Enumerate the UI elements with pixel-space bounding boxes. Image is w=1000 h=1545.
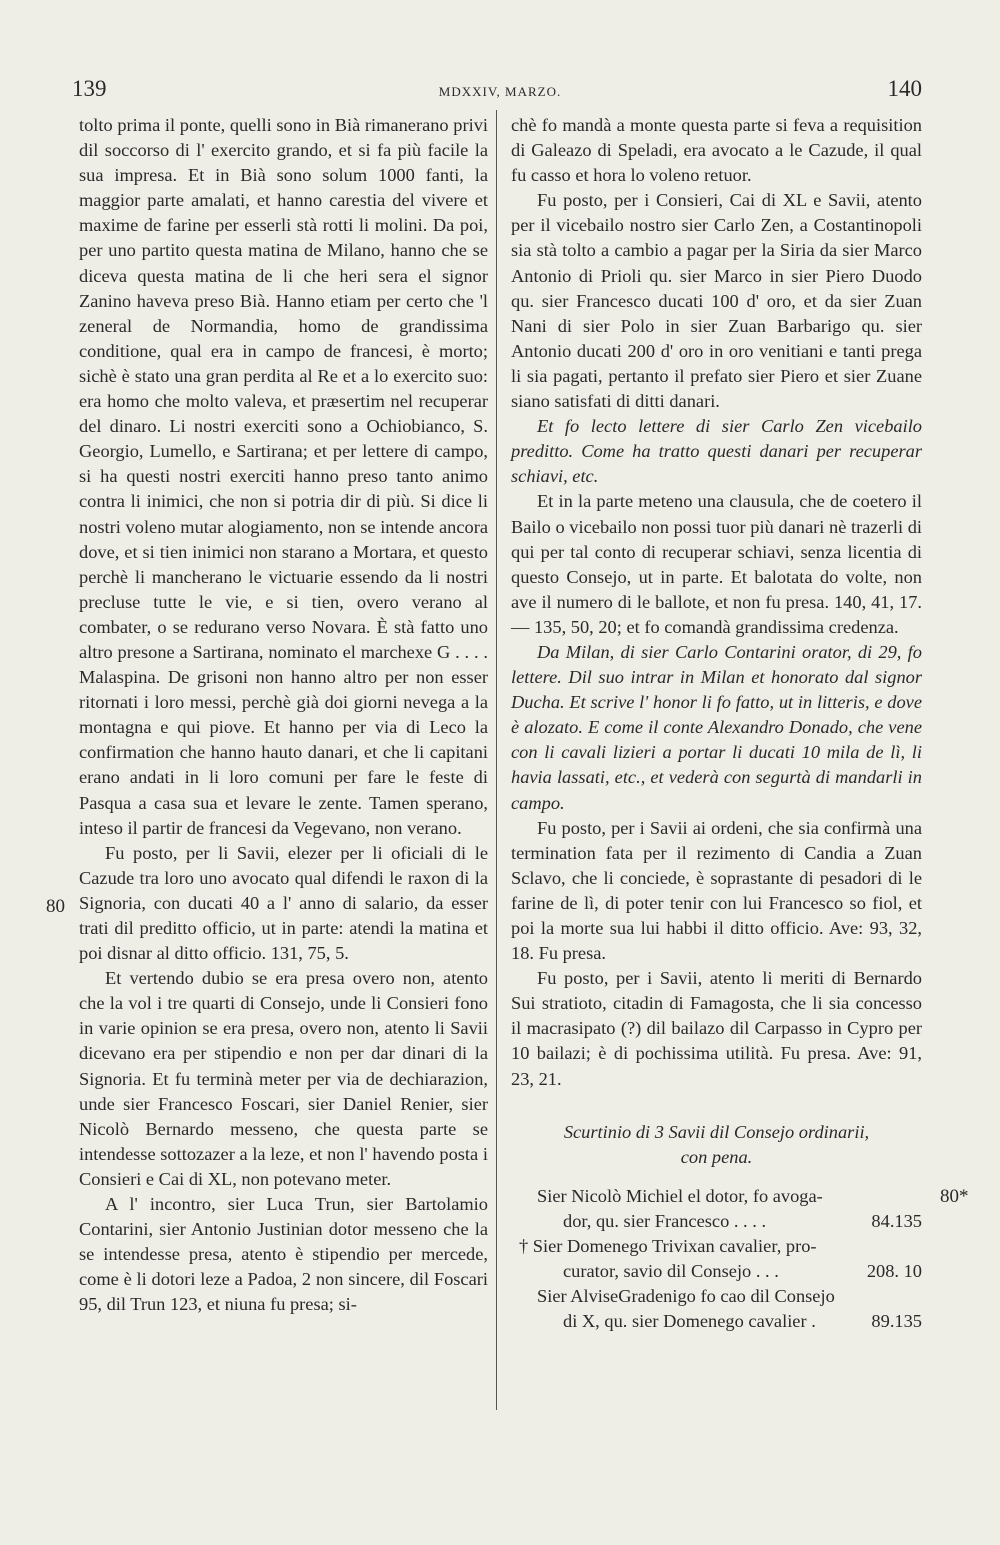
paragraph: Fu posto, per i Consieri, Cai di XL e Savii, atento per il vicebailo nostro sier Carlo Zen, a Costantinopoli sia stà tolto a cambio a pagar per la Siria da sier Marco Antonio di Prioli qu. sier Marco in sier Piero Duodo qu. sier Francesco ducati 100 d' oro, et da sier Zuan Nani di sier Polo in sier Zuan Barbarigo qu. sier Antonio ducati 200 d' oro in oro venitiani e tanti prega li sia pagati, pertanto il prefato sier Piero et sier Zuane siano satisfati di ditti danari. [511,190,922,412]
left-column [79,113,488,1318]
candidate-detail: di X, qu. sier Domenego cavalier . [563,1311,816,1332]
margin-number-left: 80 [46,896,65,917]
candidate-list [511,1184,922,1335]
candidate-votes: 84.135 [871,1210,922,1231]
letter-heading-paragraph: Et fo lecto lettere di sier Carlo Zen vicebailo preditto. Come ha tratto questi danari per recuperar schiavi, etc. [511,416,922,487]
candidate-name: Sier Nicolò Michiel el dotor, fo avoga- [537,1185,823,1206]
candidate-name: † Sier Domenego Trivixan cavalier, pro- [519,1236,817,1257]
paragraph: Et vertendo dubio se era presa overo non, atento che la vol i tre quarti di Consejo, unde li Consieri fono in varie opinion se era presa, overo non, atento li Savii dicevano era per stipendio e non per dar dinari di la Signoria. Et fu terminà meter per via de dechiarazion, unde sier Francesco Foscari, sier Daniel Renier, sier Nicolò Bernardo messeno, che questa parte se intendesse sottozazer a la leze, et non l' havendo posta i Consieri e Cai di XL, non potevano meter. [79,968,488,1189]
scrutinio-title-line2: con pena. [680,1146,753,1167]
candidate-votes: 89.135 [871,1311,922,1332]
paragraph: tolto prima il ponte, quelli sono in Bià rimanerano privi dil soccorso di l' exercito grando, et si fa più facile la sua impresa. Et in Bià sono solum 1000 fanti, la maggior parte amalati, et hanno carestia del vivere et maxime de farine per esserli stà rotti li molini. Da poi, per uno partito questa matina de Milano, hanno che se diceva questa matina de li che heri sera el signor Zanino haveva preso Bià. Hanno etiam per certo che 'l zeneral de Normandia, homo de grandissima conditione, qual era in campo de francesi, è morto; sichè è stato una gran perdita al Re et a lo exercito suo: era homo che molto valeva, et præsertim nel recuperar del dinaro. Li nostri exerciti sono a Ochiobianco, S. Georgio, Lumello, e Sartirana; et per lettere di campo, si ha questi nostri exerciti hanno preso tanto animo contra li inimici, che non si potria dir di più. Si dice li nostri voleno mutar alogiamento, non se intende ancora dove, et si tien inimici non starano a Mortara, et questo perchè li mancherano le victuarie essendo da li nostri precluse tutte le vie, e si tien, overo verano al combater, o se redurano verso Novara. È stà fatto uno altro presone a Sartirana, nominato el marchexe G . . . . Malaspina. De grisoni non hanno altro per non esser ritornati i loro messi, perchè già doi giorni nevega a la montagna e qui piove. Et hanno per via di Leco la confirmation che hanno hauto danari, et che li capitani erano andati in li loro comuni per fare le feste di Pasqua a casa sua et levare le zente. Tamen sperano, inteso il partir de francesi da Vegevano, non verano. [79,115,488,838]
page-number-right: 140 [887,76,922,101]
column-divider [496,110,497,1410]
candidate-detail: curator, savio dil Consejo . . . [563,1261,779,1282]
candidate-detail: dor, qu. sier Francesco . . . . [563,1210,767,1231]
paragraph: Fu posto, per i Savii, atento li meriti di Bernardo Sui stratioto, citadin di Famagosta, che li sia concesso il macrasipato (?) dil bailazo dil Carpasso in Cypro per 10 bailazi; è di pochissima utilità. Fu presa. Ave: 91, 23, 21. [511,968,922,1089]
scrutinio-title [511,1120,922,1170]
candidate-name: Sier AlviseGradenigo fo cao dil Consejo [537,1286,835,1307]
page-header [0,76,1000,106]
margin-number-right: 80* [940,1186,969,1207]
scrutinio-title-line1: Scurtinio di 3 Savii dil Consejo ordinarii, [563,1121,870,1142]
candidate-entry [511,1284,922,1334]
paragraph: A l' incontro, sier Luca Trun, sier Bartolamio Contarini, sier Antonio Justinian dotor messeno che la se intendesse presa, atento è stipendio per mercede, come è li dotori leze a Padoa, 2 non sincere, dil Foscari 95, dil Trun 123, et niuna fu presa; si- [79,1194,488,1315]
running-title: MDXXIV, MARZO. [438,84,562,99]
paragraph: Et in la parte meteno una clausula, che de coetero il Bailo o vicebailo non possi tuor più danari nè trazerli di qui per tal conto di recuperar schiavi, senza licentia di questo Consejo, ut in parte. Et balotata do volte, non ave il numero di le ballote, et non fu presa. 140, 41, 17. — 135, 50, 20; et fo comandà grandissima credenza. [511,491,922,637]
candidate-votes: 208. 10 [866,1261,922,1282]
paragraph: Fu posto, per li Savii, elezer per li oficiali di le Cazude tra loro uno avocato qual difendi le raxon di la Signoria, con ducati 40 a l' anno di salario, da esser trati dil preditto officio, ut in parte: atendi la matina et poi disnar al ditto officio. 131, 75, 5. [79,842,488,964]
page-number-left: 139 [72,76,107,101]
letter-heading-paragraph: Da Milan, di sier Carlo Contarini orator, di 29, fo lettere. Dil suo intrar in Milan et honorato dal signor Ducha. Et scrive l' honor li fo fatto, ut in litteris, e dove è alozato. E come il conte Alexandro Donado, che vene con li cavali lizieri a portar li ducati 10 mila de lì, li havia lassati, etc., et vederà con segurtà di mandarli in campo. [511,641,922,813]
paragraph: Fu posto, per i Savii ai ordeni, che sia confirmà una termination fata per il rezimento di Candia a Zuan Sclavo, che li conciede, è soprastante di pesadori di le farine de lì, di poter tenir con lui Francesco so fiol, et poi la morte sua lui habbi il ditto officio. Ave: 93, 32, 18. Fu presa. [511,817,922,964]
right-column [511,113,922,1334]
paragraph: chè fo mandà a monte questa parte si feva a requisition di Galeazo di Speladi, era avocato a le Cazude, il qual fu casso et hora lo voleno retuor. [511,115,922,186]
candidate-entry [511,1184,922,1234]
candidate-entry [511,1234,922,1284]
